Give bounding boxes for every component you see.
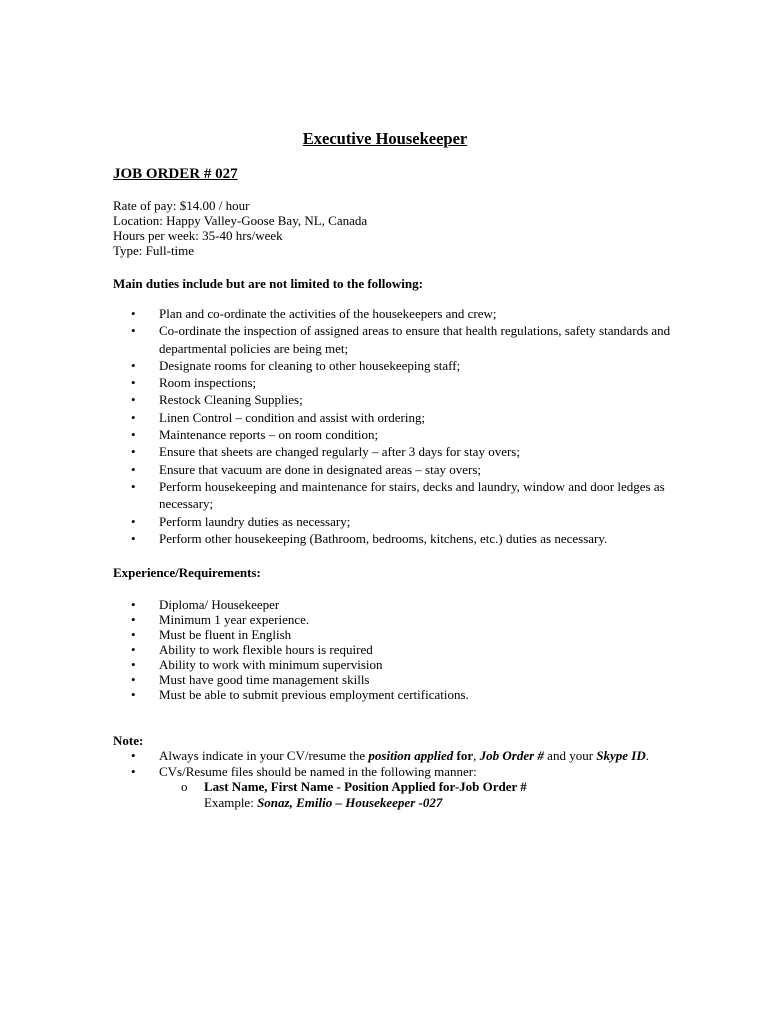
- bullet: •: [131, 375, 136, 391]
- note-list: [113, 748, 673, 810]
- experience-list: [113, 597, 673, 702]
- job-order-heading: JOB ORDER # 027: [113, 166, 238, 182]
- bullet: •: [131, 513, 136, 529]
- location: Location: Happy Valley-Goose Bay, NL, Canada: [113, 213, 368, 228]
- duties-list: [113, 305, 673, 547]
- job-info: [113, 198, 367, 258]
- bullet: •: [131, 612, 136, 627]
- experience-heading: Experience/Requirements:: [113, 565, 261, 580]
- list-item: • Perform housekeeping and maintenance for stairs, decks and laundry, window and door ledges as necessary;: [131, 478, 665, 512]
- list-item: • Always indicate in your CV/resume the position applied for, Job Order # and your Skype ID.: [131, 748, 649, 763]
- list-item: • Maintenance reports – on room condition;: [131, 427, 379, 443]
- list-item: • Must have good time management skills: [131, 672, 370, 687]
- document-title: Executive Housekeeper: [302, 129, 468, 148]
- list-item: • Ability to work flexible hours is required: [131, 642, 373, 657]
- list-item: • Minimum 1 year experience.: [131, 612, 310, 627]
- bullet: •: [131, 530, 136, 546]
- list-item: • Perform laundry duties as necessary;: [131, 513, 351, 529]
- list-item: • Plan and co-ordinate the activities of the housekeepers and crew;: [131, 306, 497, 321]
- hours-per-week: Hours per week: 35-40 hrs/week: [113, 228, 283, 243]
- list-item: • Restock Cleaning Supplies;: [131, 392, 303, 408]
- list-item: • Ensure that sheets are changed regularly – after 3 days for stay overs;: [131, 444, 520, 460]
- bullet: •: [131, 597, 136, 612]
- bullet: •: [131, 672, 136, 687]
- job-type: Type: Full-time: [113, 243, 195, 258]
- pay-rate: Rate of pay: $14.00 / hour: [113, 198, 250, 213]
- bullet: •: [131, 427, 136, 443]
- bullet: •: [131, 687, 136, 702]
- list-item: • Co-ordinate the inspection of assigned areas to ensure that health regulations, safety standards and departmental policies are being met;: [131, 323, 671, 356]
- list-item: • Perform other housekeeping (Bathroom, bedrooms, kitchens, etc.) duties as necessary.: [131, 530, 608, 546]
- list-item: • Linen Control – condition and assist with ordering;: [131, 409, 426, 425]
- bullet: •: [131, 748, 136, 763]
- list-item: • CVs/Resume files should be named in the following manner:: [131, 763, 477, 779]
- bullet: •: [131, 323, 136, 339]
- bullet: •: [131, 392, 136, 408]
- bullet: •: [131, 478, 136, 494]
- bullet: •: [131, 461, 136, 477]
- note-label: Note:: [113, 733, 144, 748]
- sub-bullet: o: [181, 779, 188, 794]
- bullet: •: [131, 642, 136, 657]
- bullet: •: [131, 409, 136, 425]
- list-item: • Diploma/ Housekeeper: [131, 597, 280, 612]
- list-item: • Room inspections;: [131, 375, 257, 391]
- list-item: • Must be able to submit previous employment certifications.: [131, 687, 469, 702]
- duties-heading: Main duties include but are not limited to the following:: [113, 276, 423, 291]
- list-item: • Must be fluent in English: [131, 627, 292, 642]
- bullet: •: [131, 444, 136, 460]
- bullet: •: [131, 306, 136, 321]
- bullet: •: [131, 357, 136, 373]
- bullet: •: [131, 627, 136, 642]
- bullet: •: [131, 763, 136, 779]
- list-item: • Ensure that vacuum are done in designated areas – stay overs;: [131, 461, 481, 477]
- list-item: • Designate rooms for cleaning to other housekeeping staff;: [131, 357, 461, 373]
- bullet: •: [131, 657, 136, 672]
- list-item: • Ability to work with minimum supervision: [131, 657, 383, 672]
- sub-list-item: o Last Name, First Name - Position Applied for-Job Order # Example: Sonaz, Emilio – Housekeeper -027: [181, 779, 527, 810]
